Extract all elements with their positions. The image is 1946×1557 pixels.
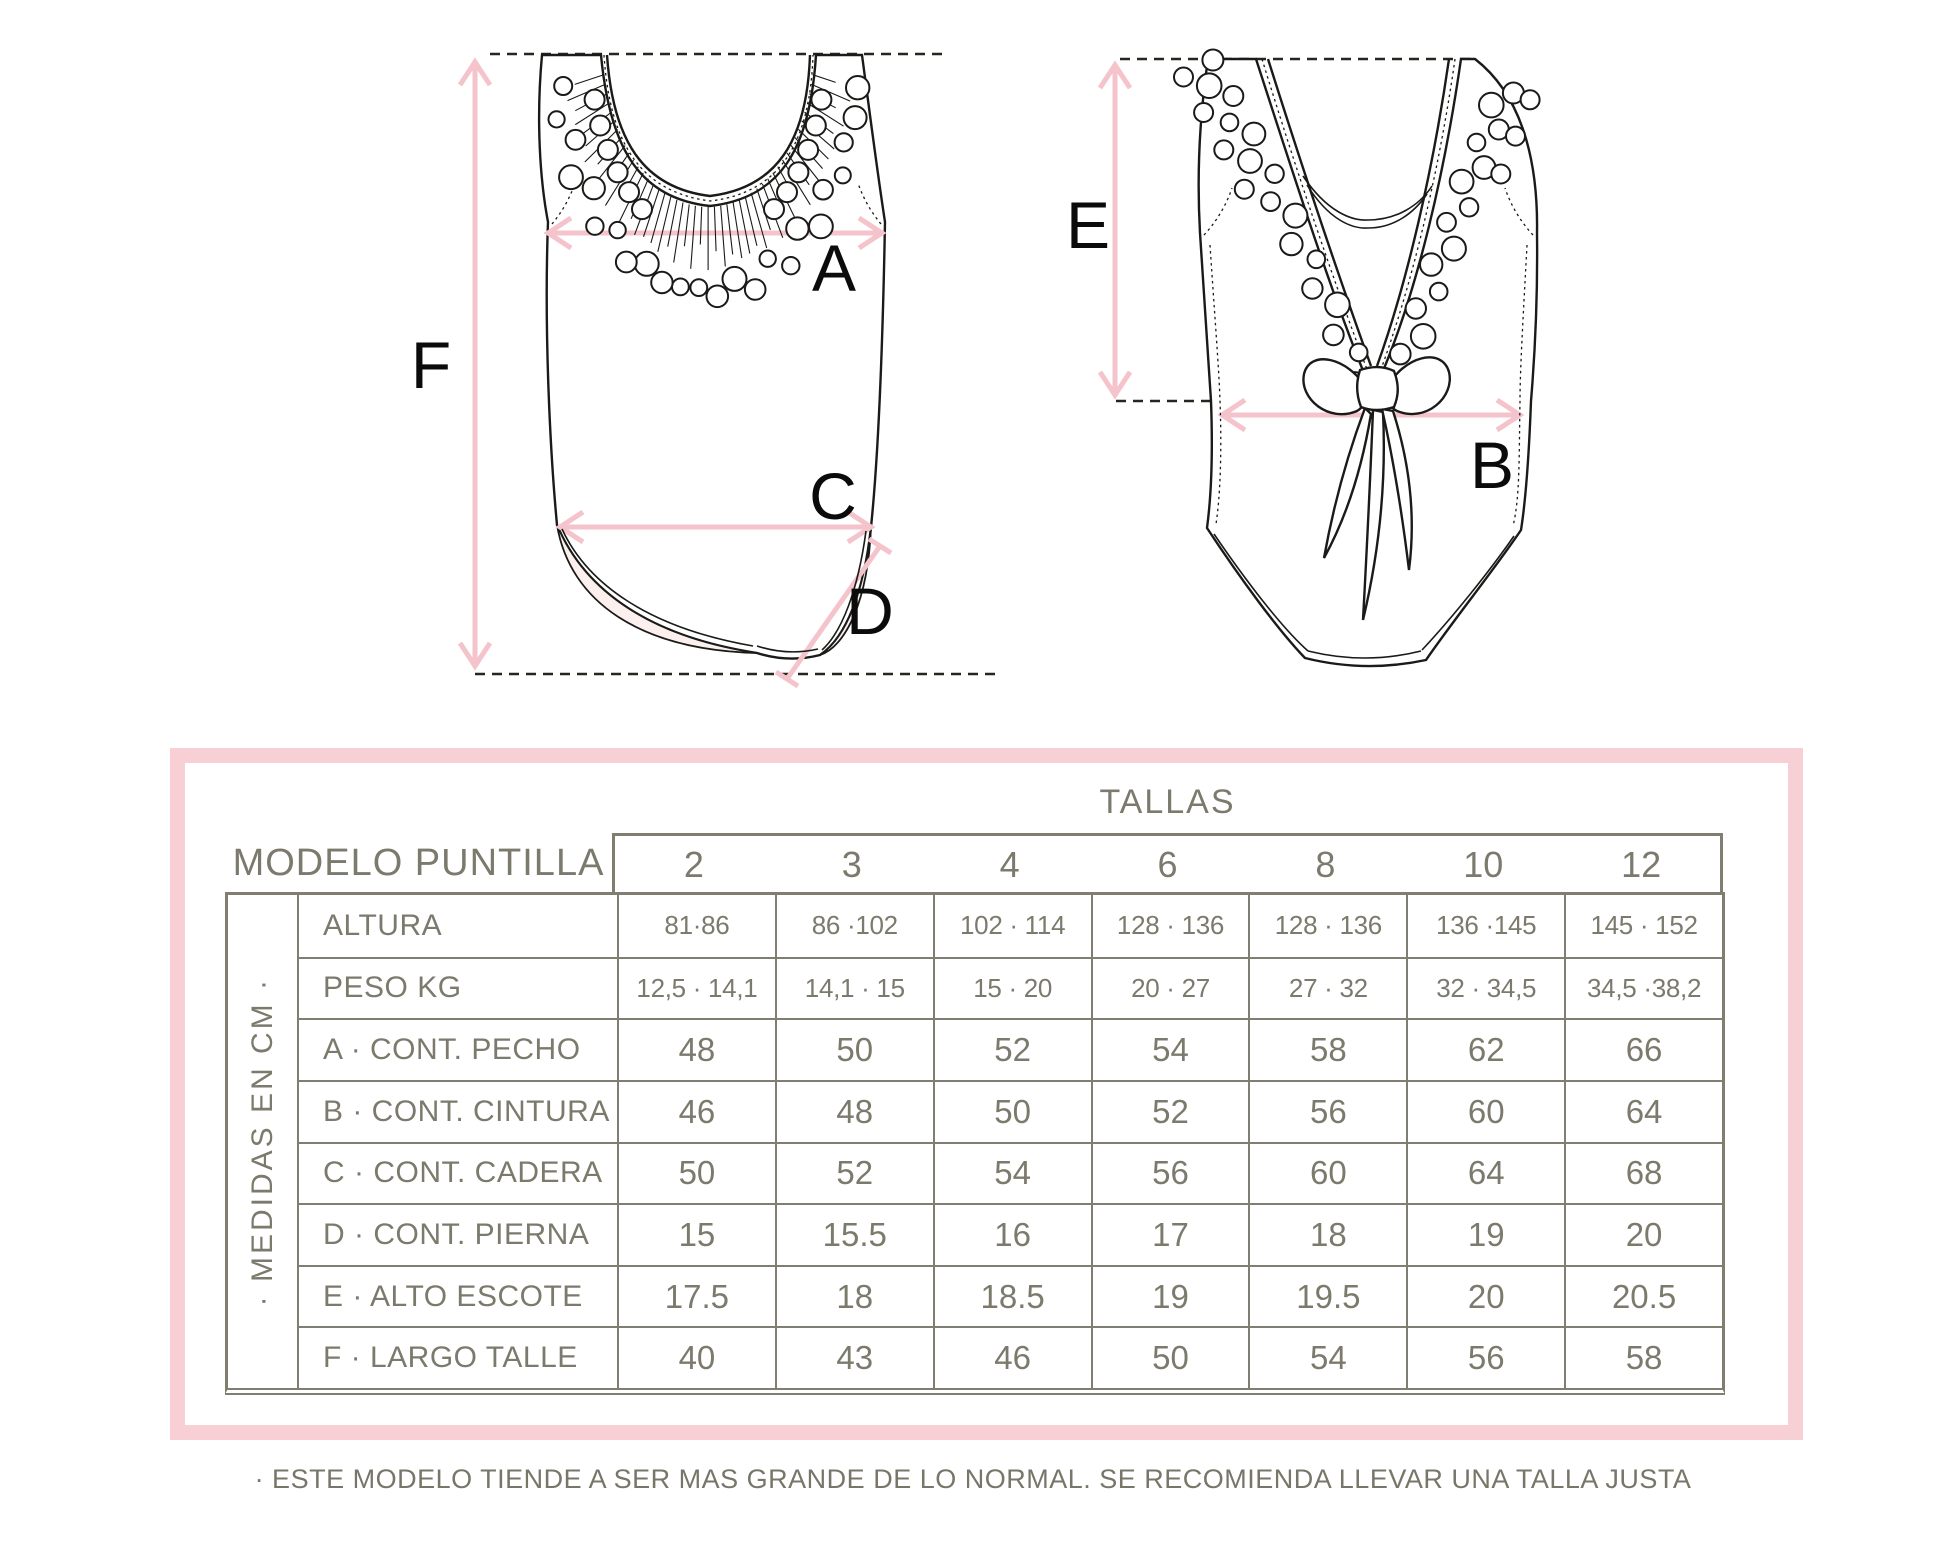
- table-cell: 56: [1406, 1326, 1564, 1388]
- table-cell: 145 · 152: [1564, 895, 1722, 957]
- table-cell: 18.5: [933, 1265, 1091, 1327]
- table-cell: 52: [933, 1018, 1091, 1080]
- table-cell: 62: [1406, 1018, 1564, 1080]
- measure-row-label: E · ALTO ESCOTE: [299, 1265, 617, 1327]
- table-cell: 19: [1091, 1265, 1249, 1327]
- table-cell: 86 ·102: [775, 895, 933, 957]
- table-cell: 27 · 32: [1248, 957, 1406, 1019]
- table-cell: 60: [1248, 1142, 1406, 1204]
- table-cell: 20.5: [1564, 1265, 1722, 1327]
- size-column-header: 4: [999, 844, 1020, 885]
- back-neck-scoop: [1303, 176, 1432, 220]
- table-cell: 64: [1406, 1142, 1564, 1204]
- dimension-label-e: E: [1065, 188, 1111, 262]
- table-cell: 46: [933, 1326, 1091, 1388]
- size-column-header: 8: [1315, 844, 1336, 885]
- measure-row-label: D · CONT. PIERNA: [299, 1203, 617, 1265]
- table-cell: 48: [617, 1018, 775, 1080]
- measurement-diagram: [0, 0, 1946, 740]
- model-name: MODELO PUNTILLA: [232, 842, 605, 884]
- table-cell: 20: [1406, 1265, 1564, 1327]
- table-cell: 50: [617, 1142, 775, 1204]
- measure-row-label: C · CONT. CADERA: [299, 1142, 617, 1204]
- table-cell: 18: [775, 1265, 933, 1327]
- table-cell: 15: [617, 1203, 775, 1265]
- table-cell: 34,5 ·38,2: [1564, 957, 1722, 1019]
- table-cell: 56: [1091, 1142, 1249, 1204]
- measure-row-label: F · LARGO TALLE: [299, 1326, 617, 1388]
- dimension-label-d: D: [846, 574, 894, 648]
- measurements-table: [225, 892, 1725, 1395]
- table-cell: 64: [1564, 1080, 1722, 1142]
- table-cell: 54: [1091, 1018, 1249, 1080]
- table-cell: 15 · 20: [933, 957, 1091, 1019]
- table-cell: 18: [1248, 1203, 1406, 1265]
- dimension-label-c: C: [809, 459, 857, 533]
- table-cell: 50: [775, 1018, 933, 1080]
- table-cell: 58: [1564, 1326, 1722, 1388]
- table-cell: 66: [1564, 1018, 1722, 1080]
- table-cell: 68: [1564, 1142, 1722, 1204]
- table-cell: 43: [775, 1326, 933, 1388]
- dimension-line-f: [460, 62, 490, 666]
- dimension-label-f: F: [410, 328, 452, 402]
- measure-row-label: PESO KG: [299, 957, 617, 1019]
- units-note-column: [228, 895, 299, 1388]
- back-neck-scoop-inner: [1307, 185, 1427, 228]
- front-swimsuit-outline: [539, 55, 885, 659]
- table-cell: 20: [1564, 1203, 1722, 1265]
- size-column-header: 6: [1157, 844, 1178, 885]
- table-cell: 60: [1406, 1080, 1564, 1142]
- table-cell: 54: [933, 1142, 1091, 1204]
- table-cell: 20 · 27: [1091, 957, 1249, 1019]
- sizes-header-row: [612, 833, 1723, 894]
- table-cell: 128 · 136: [1248, 895, 1406, 957]
- table-cell: 46: [617, 1080, 775, 1142]
- table-cell: 54: [1248, 1326, 1406, 1388]
- table-cell: 16: [933, 1203, 1091, 1265]
- measure-row-label: B · CONT. CINTURA: [299, 1080, 617, 1142]
- table-cell: 19.5: [1248, 1265, 1406, 1327]
- table-cell: 50: [1091, 1326, 1249, 1388]
- table-cell: 15.5: [775, 1203, 933, 1265]
- table-cell: 102 · 114: [933, 895, 1091, 957]
- table-cell: 17.5: [617, 1265, 775, 1327]
- measure-row-label: A · CONT. PECHO: [299, 1018, 617, 1080]
- table-cell: 52: [1091, 1080, 1249, 1142]
- size-column-header: 3: [841, 844, 862, 885]
- table-cell: 12,5 · 14,1: [617, 957, 775, 1019]
- table-cell: 128 · 136: [1091, 895, 1249, 957]
- back-view-drawing: [1066, 50, 1540, 667]
- table-cell: 40: [617, 1326, 775, 1388]
- front-view-drawing: [411, 54, 1002, 686]
- dimension-label-a: A: [811, 231, 857, 305]
- dimension-label-b: B: [1469, 428, 1515, 502]
- table-cell: 32 · 34,5: [1406, 957, 1564, 1019]
- bow-knot: [1357, 367, 1398, 410]
- size-column-header: 2: [683, 844, 704, 885]
- table-cell: 52: [775, 1142, 933, 1204]
- table-cell: 50: [933, 1080, 1091, 1142]
- size-column-header: 12: [1621, 844, 1662, 885]
- table-cell: 81·86: [617, 895, 775, 957]
- table-cell: 19: [1406, 1203, 1564, 1265]
- table-cell: 58: [1248, 1018, 1406, 1080]
- table-cell: 48: [775, 1080, 933, 1142]
- footnote: · ESTE MODELO TIENDE A SER MAS GRANDE DE LO NORMAL. SE RECOMIENDA LLEVAR UNA TALLA JUSTA: [254, 1464, 1692, 1494]
- table-cell: 14,1 · 15: [775, 957, 933, 1019]
- table-cell: 136 ·145: [1406, 895, 1564, 957]
- tallas-heading: TALLAS: [1099, 783, 1236, 821]
- table-cell: 17: [1091, 1203, 1249, 1265]
- table-cell: 56: [1248, 1080, 1406, 1142]
- measure-row-label: ALTURA: [323, 908, 443, 942]
- size-column-header: 10: [1463, 844, 1504, 885]
- units-note: · MEDIDAS EN CM ·: [245, 976, 279, 1307]
